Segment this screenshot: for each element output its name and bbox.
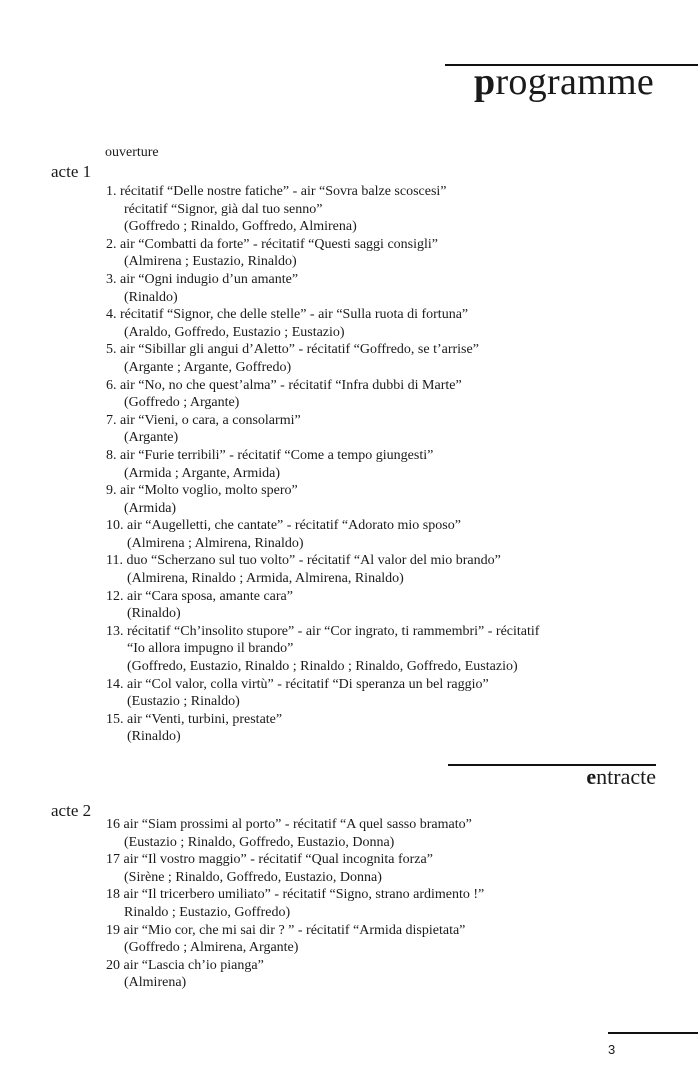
item-title-line: 14. air “Col valor, colla virtù” - récitatif “Di speranza un bel raggio”: [106, 676, 489, 692]
programme-item: [106, 271, 666, 306]
item-title-line: 19 air “Mio cor, che mi sai dir ? ” - récitatif “Armida dispietata”: [106, 922, 466, 938]
item-title-line: 15. air “Venti, turbini, prestate”: [106, 711, 283, 727]
item-title-line: 11. duo “Scherzano sul tuo volto” - récitatif “Al valor del mio brando”: [106, 553, 501, 569]
programme-item: [106, 957, 666, 992]
item-detail-line: (Eustazio ; Rinaldo, Goffredo, Eustazio, Donna): [124, 834, 395, 850]
item-title-line: 16 air “Siam prossimi al porto” - récitatif “A quel sasso bramato”: [106, 817, 472, 832]
page-title: programme: [474, 61, 654, 103]
programme-item: [106, 588, 666, 623]
programme-item: [106, 552, 666, 587]
item-detail-line: (Almirena ; Eustazio, Rinaldo): [124, 254, 297, 270]
item-title-line: 10. air “Augelletti, che cantate” - récitatif “Adorato mio sposo”: [106, 518, 461, 534]
item-title-line: 6. air “No, no che quest’alma” - récitatif “Infra dubbi di Marte”: [106, 377, 462, 393]
item-title-line: 4. récitatif “Signor, che delle stelle” - air “Sulla ruota di fortuna”: [106, 307, 469, 323]
programme-item: [106, 447, 666, 482]
item-detail-line: (Eustazio ; Rinaldo): [127, 694, 240, 710]
item-title-line: 1. récitatif “Delle nostre fatiche” - air “Sovra balze scoscesi”: [106, 184, 447, 199]
item-title-line: 8. air “Furie terribili” - récitatif “Come a tempo giungesti”: [106, 447, 434, 463]
item-detail-line: (Goffredo ; Almirena, Argante): [124, 940, 299, 956]
programme-item: [106, 412, 666, 447]
item-detail-line: (Rinaldo): [124, 289, 178, 305]
item-title-line: 3. air “Ogni indugio d’un amante”: [106, 271, 299, 287]
programme-item: [106, 517, 666, 552]
programme-item: [106, 886, 666, 921]
item-title-line: 18 air “Il tricerbero umiliato” - récitatif “Signo, strano ardimento !”: [106, 887, 485, 903]
item-detail-line: (Almirena ; Almirena, Rinaldo): [127, 535, 304, 551]
item-title-line: 9. air “Molto voglio, molto spero”: [106, 483, 298, 499]
entracte-heading: entracte: [586, 764, 656, 789]
programme-item: [106, 341, 666, 376]
item-detail-line: (Rinaldo): [127, 606, 181, 622]
programme-item: [106, 922, 666, 957]
item-detail-line: (Goffredo, Eustazio, Rinaldo ; Rinaldo ; Rinaldo, Goffredo, Eustazio): [127, 659, 518, 675]
item-detail-line: (Argante ; Argante, Goffredo): [124, 359, 292, 375]
item-title-line: 2. air “Combatti da forte” - récitatif “Questi saggi consigli”: [106, 236, 438, 252]
item-detail-line: (Goffredo ; Argante): [124, 395, 240, 411]
ouverture-label: ouverture: [105, 145, 159, 160]
item-detail-line: (Almirena, Rinaldo ; Armida, Almirena, Rinaldo): [127, 571, 404, 587]
item-detail-line: (Almirena): [124, 975, 187, 991]
item-detail-line: Rinaldo ; Eustazio, Goffredo): [124, 904, 291, 920]
programme-item: [106, 377, 666, 412]
item-title-line: 17 air “Il vostro maggio” - récitatif “Qual incognita forza”: [106, 852, 433, 868]
footer-rule: [608, 1032, 698, 1034]
programme-item: [106, 623, 666, 676]
act2-heading: acte 2: [51, 801, 92, 820]
programme-item: [106, 183, 666, 236]
programme-item: [106, 482, 666, 517]
item-detail-line: récitatif “Signor, già dal tuo senno”: [124, 201, 323, 217]
page-number: 3: [608, 1042, 616, 1057]
programme-item: [106, 816, 666, 851]
programme-item: [106, 306, 666, 341]
item-title-line: 20 air “Lascia ch’io pianga”: [106, 957, 264, 973]
item-detail-line: (Armida ; Argante, Armida): [124, 465, 281, 481]
programme-item: [106, 236, 666, 271]
item-detail-line: (Argante): [124, 430, 179, 446]
item-title-line: 13. récitatif “Ch’insolito stupore” - air “Cor ingrato, ti rammembri” - récitatif: [106, 623, 540, 639]
act1-heading: acte 1: [51, 162, 92, 181]
programme-item: [106, 676, 666, 711]
item-title-line: 5. air “Sibillar gli angui d’Aletto” - récitatif “Goffredo, se t’arrise”: [106, 342, 479, 358]
item-detail-line: (Rinaldo): [127, 729, 181, 745]
item-title-line: 12. air “Cara sposa, amante cara”: [106, 588, 293, 604]
act1-list: [106, 183, 666, 746]
programme-item: [106, 711, 666, 746]
item-detail-line: “Io allora impugno il brando”: [127, 641, 294, 657]
act2-list: [106, 816, 666, 992]
item-detail-line: (Araldo, Goffredo, Eustazio ; Eustazio): [124, 324, 345, 340]
item-detail-line: (Sirène ; Rinaldo, Goffredo, Eustazio, Donna): [124, 869, 382, 885]
programme-item: [106, 851, 666, 886]
item-detail-line: (Goffredo ; Rinaldo, Goffredo, Almirena): [124, 219, 357, 235]
item-detail-line: (Armida): [124, 500, 177, 516]
item-title-line: 7. air “Vieni, o cara, a consolarmi”: [106, 412, 301, 428]
